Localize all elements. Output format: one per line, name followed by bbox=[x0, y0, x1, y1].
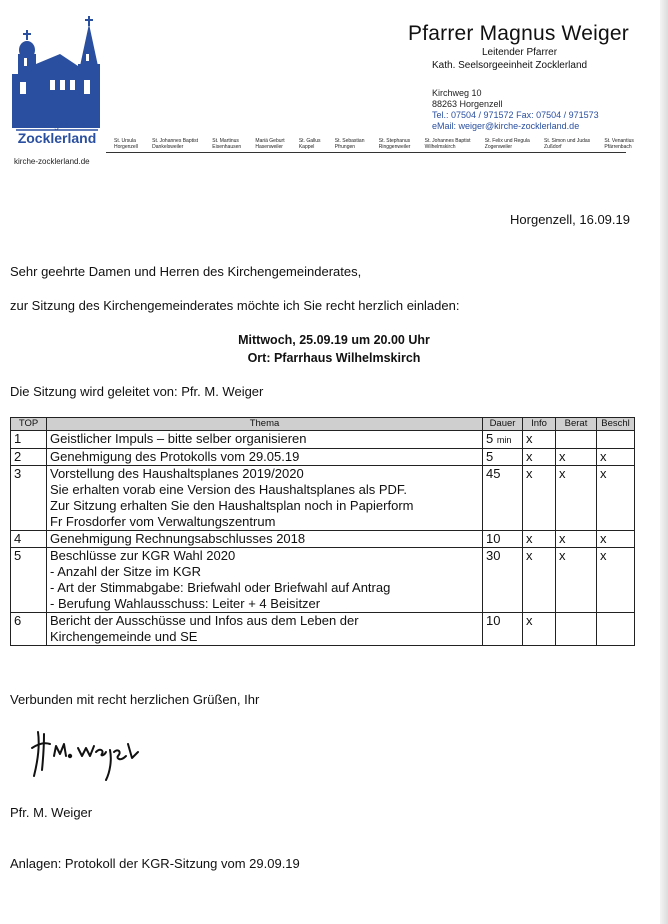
meeting-when: Mittwoch, 25.09.19 um 20.00 Uhr bbox=[238, 333, 430, 347]
closing: Verbunden mit recht herzlichen Grüßen, Ihr bbox=[10, 692, 260, 707]
agenda-berat: x bbox=[556, 466, 597, 531]
parish-item: St. Felix und Regula Zogenweiler bbox=[484, 138, 530, 150]
agenda-top: 1 bbox=[11, 431, 47, 449]
col-info: Info bbox=[523, 418, 556, 431]
agenda-dauer: 30 bbox=[483, 548, 523, 613]
agenda-beschl: x bbox=[597, 449, 635, 466]
agenda-row bbox=[11, 613, 635, 646]
agenda-dauer: 10 bbox=[483, 613, 523, 646]
agenda-thema: Beschlüsse zur KGR Wahl 2020 - Anzahl der Sitze im KGR - Art der Stimmabgabe: Briefwahl oder Briefwahl auf Antrag - Berufung Wahlausschuss: Leiter + 4 Beisitzer bbox=[47, 548, 483, 613]
intro-text: zur Sitzung des Kirchengemeinderates möchte ich Sie recht herzlich einladen: bbox=[10, 298, 460, 313]
agenda-top: 5 bbox=[11, 548, 47, 613]
sender-role: Leitender Pfarrer bbox=[482, 47, 558, 58]
sender-name: Pfarrer Magnus Weiger bbox=[408, 22, 629, 45]
agenda-thema: Bericht der Ausschüsse und Infos aus dem Leben der Kirchengemeinde und SE bbox=[47, 613, 483, 646]
parish-list bbox=[114, 138, 634, 150]
sender-phone: Tel.: 07504 / 971572 Fax: 07504 / 971573 bbox=[432, 110, 599, 120]
agenda-thema: Genehmigung Rechnungsabschlusses 2018 bbox=[47, 531, 483, 548]
agenda-beschl: x bbox=[597, 548, 635, 613]
parish-item: Mariä Geburt Hasenweiler bbox=[255, 138, 285, 150]
agenda-beschl: x bbox=[597, 531, 635, 548]
agenda-dauer: 5 min bbox=[483, 431, 523, 449]
agenda-top: 2 bbox=[11, 449, 47, 466]
logo-wordmark-line2: Zocklerland bbox=[17, 130, 97, 146]
agenda-info: x bbox=[523, 431, 556, 449]
agenda-info: x bbox=[523, 548, 556, 613]
sender-email: eMail: weiger@kirche-zocklerland.de bbox=[432, 121, 580, 131]
col-top: TOP bbox=[11, 418, 47, 431]
parish-item: St. Johannes Baptist Wilhelmskirch bbox=[424, 138, 471, 150]
agenda-row bbox=[11, 531, 635, 548]
agenda-thema: Vorstellung des Haushaltsplanes 2019/2020 Sie erhalten vorab eine Version des Haushaltsplanes als PDF. Zur Sitzung erhalten Sie den Haushaltsplan noch in Papierform Fr Frosdorfer vom Verwaltungszentrum bbox=[47, 466, 483, 531]
agenda-row bbox=[11, 548, 635, 613]
letter-date: Horgenzell, 16.09.19 bbox=[510, 212, 630, 227]
sender-city: 88263 Horgenzell bbox=[432, 99, 503, 109]
agenda-info: x bbox=[523, 531, 556, 548]
meeting-lead: Die Sitzung wird geleitet von: Pfr. M. Weiger bbox=[10, 384, 264, 399]
parish-item: St. Venantius Pfärrenbach bbox=[604, 138, 634, 150]
agenda-top: 6 bbox=[11, 613, 47, 646]
page-edge bbox=[660, 0, 668, 924]
agenda-berat bbox=[556, 613, 597, 646]
agenda-thema: Geistlicher Impuls – bitte selber organisieren bbox=[47, 431, 483, 449]
attachments: Anlagen: Protokoll der KGR-Sitzung vom 29.09.19 bbox=[10, 856, 300, 871]
agenda-table bbox=[10, 417, 635, 646]
agenda-header-row bbox=[11, 418, 635, 431]
meeting-where: Ort: Pfarrhaus Wilhelmskirch bbox=[247, 351, 421, 365]
parish-item: St. Gallus Kappel bbox=[298, 138, 321, 150]
agenda-dauer: 45 bbox=[483, 466, 523, 531]
agenda-beschl bbox=[597, 431, 635, 449]
salutation: Sehr geehrte Damen und Herren des Kirchengemeinderates, bbox=[10, 264, 362, 279]
handwritten-signature bbox=[30, 726, 150, 786]
agenda-berat: x bbox=[556, 531, 597, 548]
agenda-row bbox=[11, 449, 635, 466]
logo-wordmark-line1: Seelsorgeeinheit bbox=[23, 120, 91, 130]
agenda-beschl: x bbox=[597, 466, 635, 531]
agenda-row bbox=[11, 431, 635, 449]
signer-name: Pfr. M. Weiger bbox=[10, 805, 93, 820]
sender-org: Kath. Seelsorgeeinheit Zocklerland bbox=[432, 60, 588, 71]
agenda-top: 3 bbox=[11, 466, 47, 531]
parish-item: St. Stephanus Ringgenweiler bbox=[378, 138, 411, 150]
agenda-top: 4 bbox=[11, 531, 47, 548]
col-dauer: Dauer bbox=[483, 418, 523, 431]
agenda-berat bbox=[556, 431, 597, 449]
agenda-info: x bbox=[523, 466, 556, 531]
parish-item: St. Martinus Eisenhausen bbox=[212, 138, 242, 150]
col-beschl: Beschl bbox=[597, 418, 635, 431]
header-rule bbox=[106, 152, 626, 153]
agenda-thema: Genehmigung des Protokolls vom 29.05.19 bbox=[47, 449, 483, 466]
parish-item: St. Sebastian Pfrungen bbox=[334, 138, 365, 150]
sender-street: Kirchweg 10 bbox=[432, 88, 482, 98]
agenda-beschl bbox=[597, 613, 635, 646]
agenda-row bbox=[11, 466, 635, 531]
agenda-dauer: 10 bbox=[483, 531, 523, 548]
agenda-info: x bbox=[523, 613, 556, 646]
agenda-berat: x bbox=[556, 449, 597, 466]
agenda-info: x bbox=[523, 449, 556, 466]
col-thema: Thema bbox=[47, 418, 483, 431]
col-berat: Berat bbox=[556, 418, 597, 431]
logo-url: kirche-zocklerland.de bbox=[14, 157, 90, 166]
agenda-berat: x bbox=[556, 548, 597, 613]
agenda-dauer: 5 bbox=[483, 449, 523, 466]
parish-item: St. Simon und Judas Zußdorf bbox=[544, 138, 591, 150]
parish-item: St. Ursula Horgenzell bbox=[114, 138, 138, 150]
parish-item: St. Johannes Baptist Dankelsweiler bbox=[152, 138, 199, 150]
